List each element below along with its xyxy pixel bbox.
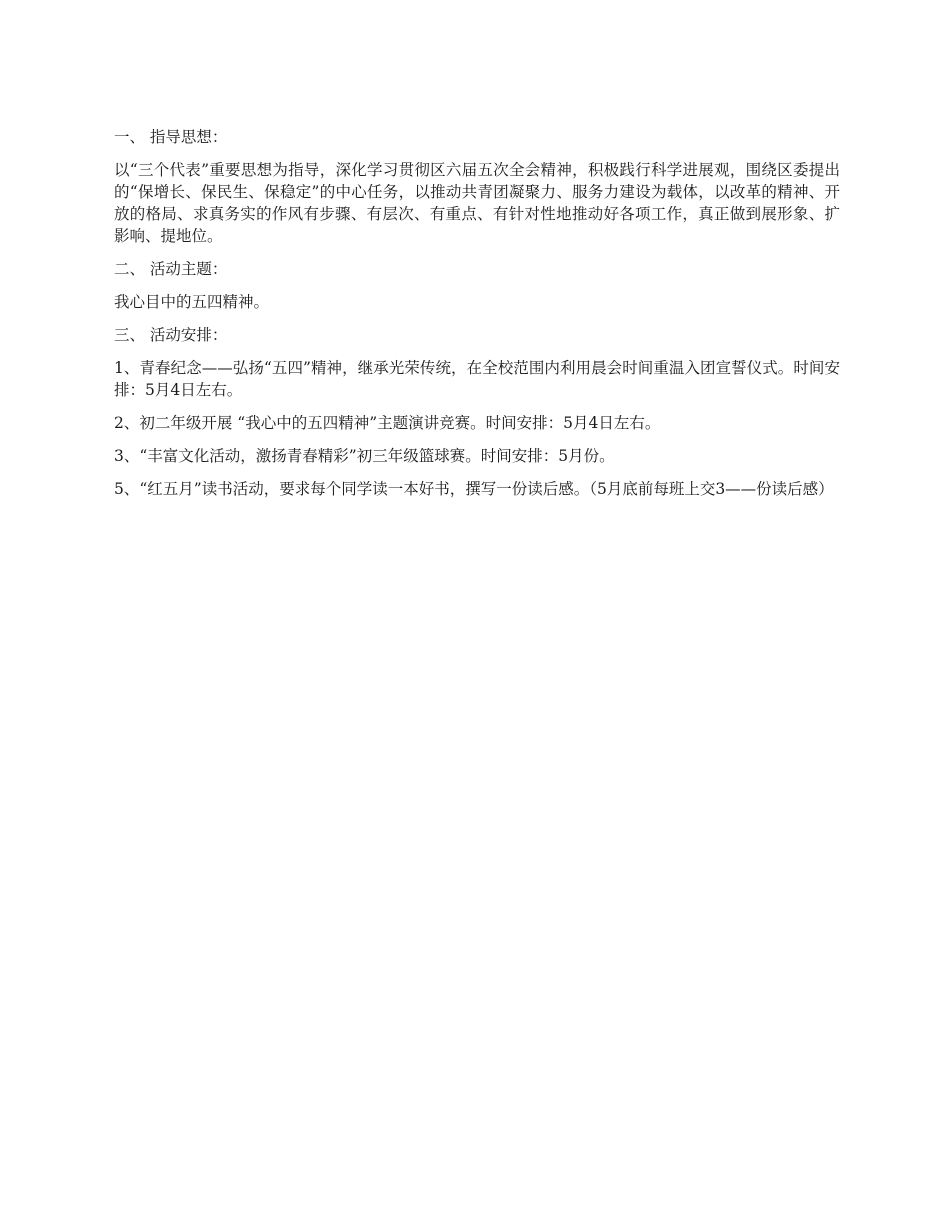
arrangement-item-3: 3、“丰富文化活动，激扬青春精彩”初三年级篮球赛。时间安排：5月份。 — [114, 447, 615, 465]
section-heading-guiding-ideology: 一、 指导思想： — [114, 128, 228, 146]
arrangement-item-1: 1、青春纪念——弘扬“五四”精神，继承光荣传统，在全校范围内利用晨会时间重温入团宣誓仪式。时间安排：5月4日左右。 — [114, 359, 840, 399]
section-heading-activity-arrangement: 三、 活动安排： — [114, 326, 228, 344]
arrangement-item-5: 5、“红五月”读书活动，要求每个同学读一本好书，撰写一份读后感。（5月底前每班上交3——份读后感） — [114, 480, 834, 498]
guiding-ideology-paragraph: 以“三个代表”重要思想为指导，深化学习贯彻区六届五次全会精神，积极践行科学进展观，围绕区委提出的“保增长、保民生、保稳定”的中心任务，以推动共青团凝聚力、服务力建设为载体，以改革的精神、开放的格局、求真务实的作风有步骤、有层次、有重点、有针对性地推动好各项工作，真正做到展形象、扩影响、提地位。 — [114, 161, 840, 245]
activity-theme-paragraph: 我心目中的五四精神。 — [114, 293, 270, 311]
arrangement-item-2: 2、初二年级开展 “我心中的五四精神”主题演讲竞赛。时间安排：5月4日左右。 — [114, 414, 661, 432]
document-page — [114, 126, 840, 511]
section-heading-activity-theme: 二、 活动主题： — [114, 260, 228, 278]
